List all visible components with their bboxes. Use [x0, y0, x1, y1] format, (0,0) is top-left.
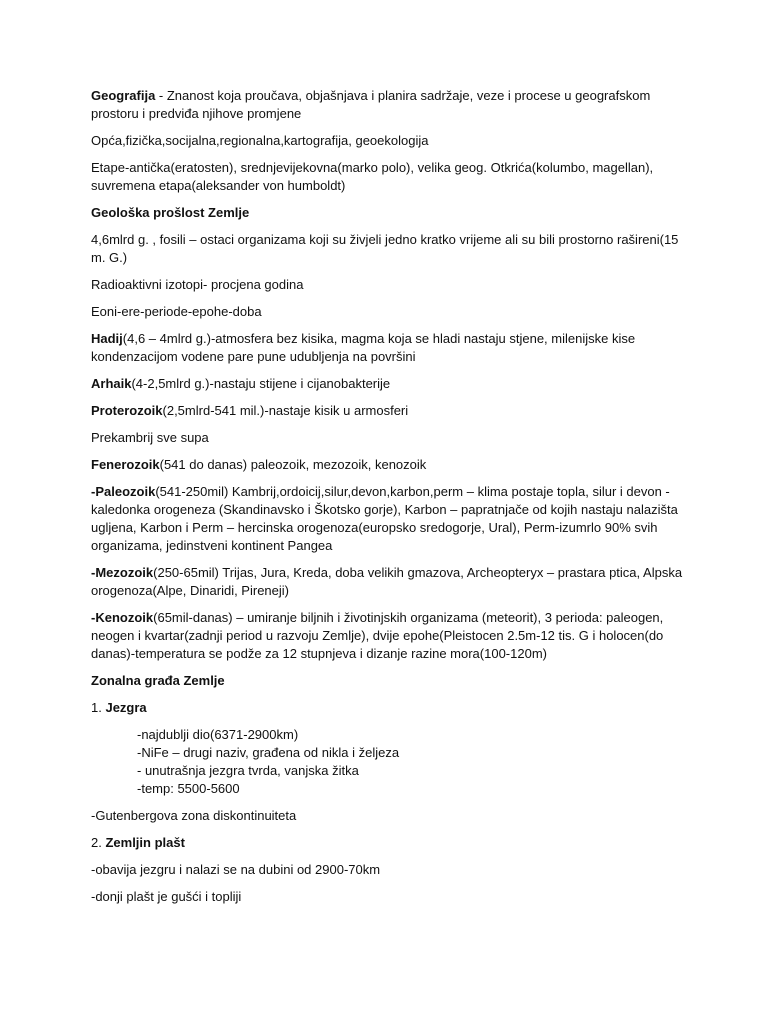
arhaik-paragraph: Arhaik(4-2,5mlrd g.)-nastaju stijene i cijanobakterije — [91, 376, 391, 391]
term-kenozoik: Kenozoik — [95, 610, 154, 625]
list-item: -temp: 5500-5600 — [137, 781, 240, 796]
core-heading: 1. Jezgra — [91, 700, 147, 715]
term-mezozoik: Mezozoik — [95, 565, 154, 580]
fanerozoik-paragraph: Fenerozoik(541 do danas) paleozoik, mezozoik, kenozoik — [91, 457, 427, 472]
isotopes-paragraph: Radioaktivni izotopi- procjena godina — [91, 277, 304, 292]
gutenberg-paragraph: -Gutenbergova zona diskontinuiteta — [91, 808, 297, 823]
zonal-heading: Zonalna građa Zemlje — [91, 673, 225, 688]
term-proterozoik: Proterozoik — [91, 403, 163, 418]
list-item: -NiFe – drugi naziv, građena od nikla i željeza — [137, 745, 400, 760]
geo-history-heading: Geološka prošlost Zemlje — [91, 205, 250, 220]
stages-paragraph: Etape-antička(eratosten), srednjevijekovna(marko polo), velika geog. Otkrića(kolumbo, magellan), suvremena etapa(aleksander von humboldt) — [91, 160, 654, 193]
mantle-heading: 2. Zemljin plašt — [91, 835, 185, 850]
term-geografija: Geografija — [91, 88, 156, 103]
kenozoik-paragraph: -Kenozoik(65mil-danas) – umiranje biljnih i životinjskih organizama (meteorit), 3 perioda: paleogen, neogen i kvartar(zadnji period u razvoju Zemlje), dvije epohe(Pleistocen 2.5m-12 tis. G i holocen(do danas)-temperatura se podže za 12 stupnjeva i dizanje razine mora(100-120m) — [91, 610, 664, 661]
mantle-line-1: -obavija jezgru i nalazi se na dubini od 2900-70km — [91, 862, 381, 877]
list-item: - unutrašnja jezgra tvrda, vanjska žitka — [137, 763, 359, 778]
term-arhaik: Arhaik — [91, 376, 132, 391]
mantle-line-2: -donji plašt je gušći i topliji — [91, 889, 242, 904]
prekambrij-paragraph: Prekambrij sve supa — [91, 430, 209, 445]
fossils-paragraph: 4,6mlrd g. , fosili – ostaci organizama koji su živjeli jedno kratko vrijeme ali su bili prostorno rašireni(15 m. G.) — [91, 232, 679, 265]
document-body — [91, 87, 691, 915]
hadij-paragraph: Hadij(4,6 – 4mlrd g.)-atmosfera bez kisika, magma koja se hladi nastaju stjene, milenijske kise kondenzacijom vodene pare pune udubljenja na površini — [91, 331, 636, 364]
intro-paragraph — [91, 87, 691, 123]
proterozoik-paragraph: Proterozoik(2,5mlrd-541 mil.)-nastaje kisik u armosferi — [91, 403, 409, 418]
term-paleozoik: Paleozoik — [95, 484, 156, 499]
paleozoik-paragraph: -Paleozoik(541-250mil) Kambrij,ordoicij,silur,devon,karbon,perm – klima postaje topla, silur i devon - kaledonka orogeneza (Skandinavsko i Škotsko gorje), Karbon – papratnjače od kojih nastaju nalazišta ugljena, Karbon i Perm – hercinska orogenoza(europsko sredogorje, Ural), Perm-izumrlo 90% svih organizama, jedinstveni kontinent Pangea — [91, 484, 678, 553]
term-fanerozoik: Fenerozoik — [91, 457, 160, 472]
term-hadij: Hadij — [91, 331, 123, 346]
list-item: -najdublji dio(6371-2900km) — [137, 727, 299, 742]
geografija-definition: - Znanost koja proučava, objašnjava i planira sadržaje, veze i procese u geografskom prostoru i predviđa njihove promjene — [91, 88, 651, 121]
eons-paragraph: Eoni-ere-periode-epohe-doba — [91, 304, 262, 319]
branches-paragraph: Opća,fizička,socijalna,regionalna,kartografija, geoekologija — [91, 133, 429, 148]
core-list — [91, 726, 691, 798]
mezozoik-paragraph: -Mezozoik(250-65mil) Trijas, Jura, Kreda, doba velikih gmazova, Archeopteryx – prastara ptica, Alpska orogenoza(Alpe, Dinaridi, Pireneji) — [91, 565, 683, 598]
